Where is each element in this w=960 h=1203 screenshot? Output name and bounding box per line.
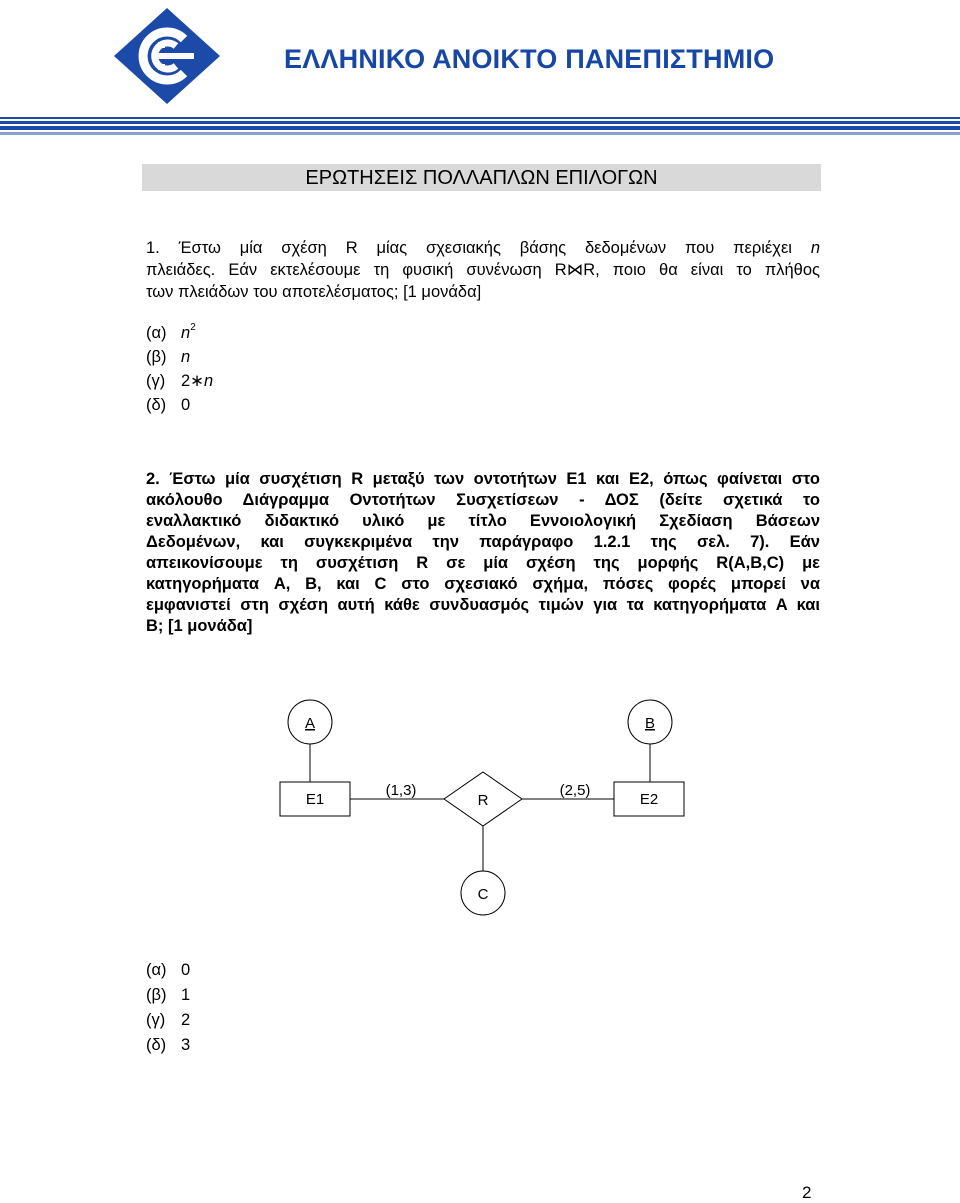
- option-label: (δ): [146, 396, 167, 414]
- q1-option-b[interactable]: [146, 346, 190, 368]
- q1-option-a[interactable]: [146, 322, 196, 344]
- option-value: 1: [181, 986, 191, 1004]
- q1-line-2: [146, 259, 820, 281]
- natural-join-symbol: ⋈: [566, 261, 584, 279]
- q1-option-d[interactable]: [146, 394, 190, 416]
- q2-line-5: απεικονίσουμε τη συσχέτιση R σε μία σχέση της μορφής R(A,B,C) με: [146, 554, 820, 572]
- option-value: 2: [181, 1011, 191, 1029]
- option-prefix: 2∗: [181, 372, 205, 390]
- q1-line-1: [146, 237, 820, 259]
- q2-line-2: ακόλουθο Διάγραμμα Οντοτήτων Συσχετίσεων - ΔΟΣ (δείτε σχετικά το: [146, 491, 820, 509]
- option-var: n: [204, 372, 214, 390]
- option-value: 0: [181, 396, 191, 414]
- q2-line-3: εναλλακτικό διδακτικό υλικό με τίτλο Εννοιολογική Σχεδίαση Βάσεων: [146, 512, 820, 530]
- q2-option-b[interactable]: [146, 984, 190, 1006]
- option-label: (β): [146, 986, 167, 1004]
- university-logo: [112, 6, 222, 106]
- q1-var-n: n: [810, 239, 820, 257]
- q2-line-4: Δεδομένων, και συγκεκριμένα την παράγραφο 1.2.1 της σελ. 7). Εάν: [146, 533, 820, 551]
- q2-line-7: εμφανιστεί στη σχέση αυτή κάθε συνδυασμός τιμών για τα κατηγορήματα A και: [146, 596, 820, 614]
- q1-line-1-text: 1. Έστω μία σχέση R μίας σχεσιακής βάσης δεδομένων που περιέχει: [146, 239, 811, 257]
- q1-line-2-text-a: πλειάδες. Εάν εκτελέσουμε τη φυσική συνένωση R: [146, 261, 567, 279]
- attribute-b-label: B: [644, 715, 656, 732]
- option-label: (δ): [146, 1036, 167, 1054]
- header-rule: [0, 116, 960, 136]
- er-diagram: [270, 690, 700, 925]
- q1-option-c[interactable]: [146, 370, 213, 392]
- option-value: 0: [181, 961, 191, 979]
- option-label: (γ): [146, 372, 166, 390]
- relationship-r-label: R: [477, 792, 489, 809]
- cardinality-e2: (2,5): [559, 782, 591, 799]
- section-title: ΕΡΩΤΗΣΕΙΣ ΠΟΛΛΑΠΛΩΝ ΕΠΙΛΟΓΩΝ: [305, 167, 658, 189]
- option-label: (β): [146, 348, 167, 366]
- q1-line-2-text-b: R, ποιο θα είναι το πλήθος: [583, 261, 820, 279]
- q1-line-3: των πλειάδων του αποτελέσματος; [1 μονάδα]: [146, 283, 482, 301]
- option-label: (α): [146, 324, 167, 342]
- option-var: n: [181, 324, 191, 342]
- q2-line-6: κατηγορήματα A, B, και C στο σχεσιακό σχήμα, πόσες φορές μπορεί να: [146, 575, 820, 593]
- option-value: 3: [181, 1036, 191, 1054]
- option-label: (α): [146, 961, 167, 979]
- entity-e1-label: E1: [305, 791, 325, 808]
- q2-option-d[interactable]: [146, 1034, 190, 1056]
- option-label: (γ): [146, 1011, 166, 1029]
- option-var: n: [181, 348, 191, 366]
- attribute-a-label: A: [304, 715, 316, 732]
- option-exponent: 2: [190, 322, 196, 333]
- q2-line-8: B; [1 μονάδα]: [146, 617, 253, 635]
- cardinality-e1: (1,3): [385, 782, 417, 799]
- q2-line-1: 2. Έστω μία συσχέτιση R μεταξύ των οντοτήτων E1 και E2, όπως φαίνεται στο: [146, 470, 820, 488]
- q2-option-c[interactable]: [146, 1009, 190, 1031]
- attribute-c-label: C: [477, 886, 489, 903]
- page-number: 2: [802, 1183, 812, 1202]
- university-name: ΕΛΛΗΝΙΚΟ ΑΝΟΙΚΤΟ ΠΑΝΕΠΙΣΤΗΜΙΟ: [284, 44, 775, 74]
- entity-e2-label: E2: [639, 791, 659, 808]
- q2-option-a[interactable]: [146, 959, 190, 981]
